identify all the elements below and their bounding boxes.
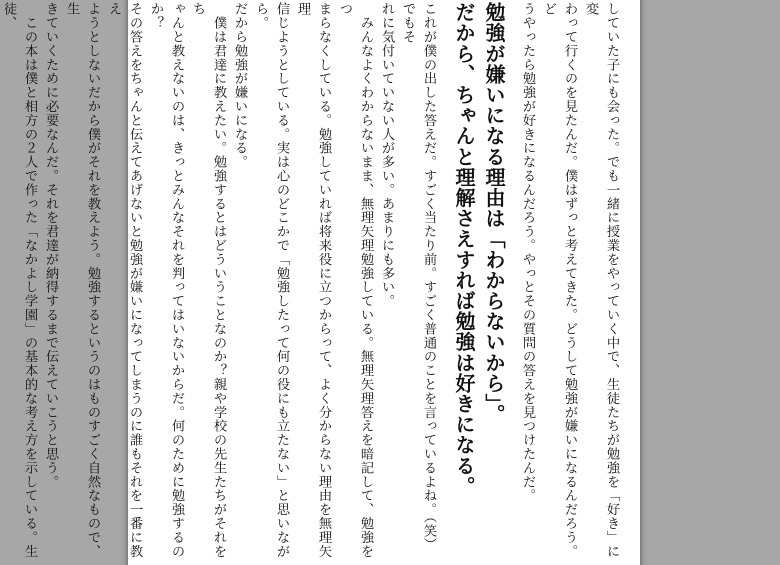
heading-line: 勉強が嫌いになる理由は「わからないから」。 <box>482 2 506 425</box>
body-line: きていくために必要なんだ。それを君達が納得するまで伝えていこうと思う。 <box>43 2 58 489</box>
body-line: れに気付いていない人が多い。あまりにも多い。 <box>379 2 394 308</box>
body-line: 僕は君達に教えたい。勉強するとはどういうことなのか？親や学校の先生たちがそれをち <box>190 2 226 558</box>
intro-line: していた子にも会った。でも一緒に授業をやっていく中で、生徒たちが勉強を「好き」に変 <box>583 2 619 558</box>
body-line: まらなくしている。勉強していれば将来役に立つからって、よく分からない理由を無理矢理 <box>295 2 331 558</box>
body-line: この本は僕と相方の２人で作った「なかよし学園」の基本的な考え方を示している。生徒、 <box>1 2 37 558</box>
vertical-text-body <box>0 2 622 562</box>
body-line: みんなよくわからないまま、無理矢理勉強している。無理矢理答えを暗記して、勉強をつ <box>337 2 373 558</box>
body-line: これが僕の出した答えだ。すごく当たり前。すごく普通のことを言っているよね。（笑）でもそ <box>400 2 436 552</box>
document-page <box>1 0 640 565</box>
intro-line: うやったら勉強が好きになるんだろう。やっとその質問の答えを見つけたんだ。 <box>520 2 535 503</box>
body-line: ゃんと教えないのは、きっとみんなそれを判ってはいないからだ。何のために勉強するのか？ <box>148 2 184 558</box>
body-line: ようとしないだから僕がそれを教えよう。勉強するというのはものすごく自然なもので、生 <box>64 2 100 558</box>
body-line: その答えをちゃんと伝えてあげないと勉強が嫌いになってしまうのに誰もそれを一番に教え <box>106 2 142 558</box>
heading-line: だから、ちゃんと理解さえすれば勉強は好きになる。 <box>452 2 476 497</box>
body-line: 信じようとしている。実は心のどこかで「勉強したって何の役にも立たない」と思いながら。 <box>253 2 289 558</box>
intro-line: わって行くのを見たんだ。僕はずっと考えてきた。どうして勉強が嫌いになるんだろう。ど <box>541 2 577 558</box>
body-line: だから勉強が嫌いになる。 <box>232 2 247 169</box>
